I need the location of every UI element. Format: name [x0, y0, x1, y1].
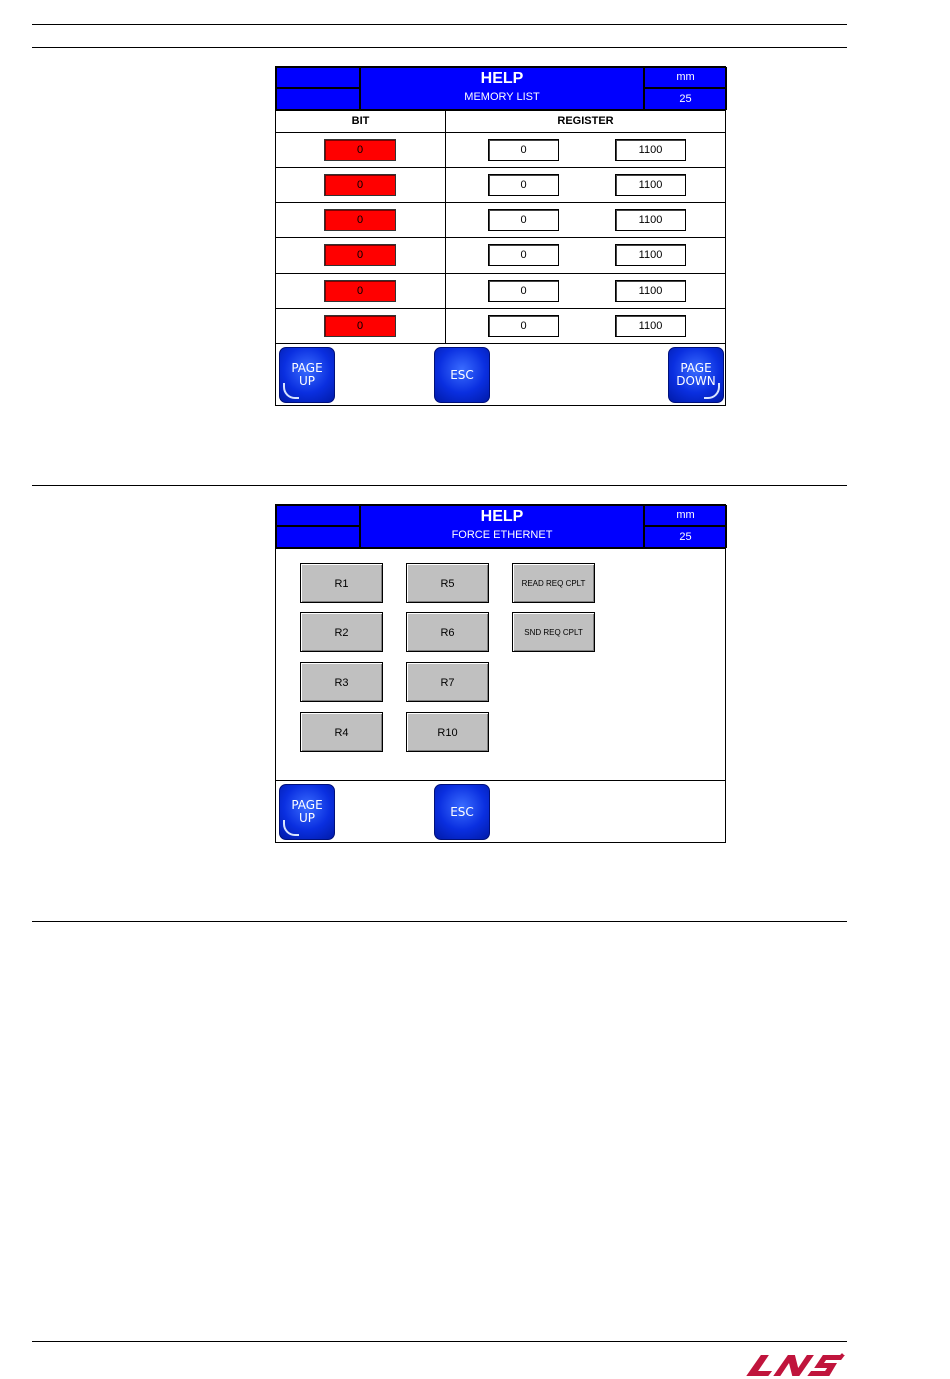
page-subtitle: FORCE ETHERNET [451, 529, 553, 541]
register-value-field[interactable]: 0 [488, 139, 559, 161]
page-curl-icon [283, 383, 299, 399]
bottom-rule [32, 1341, 847, 1342]
table-row [276, 167, 725, 203]
r4-button[interactable]: R4 [300, 712, 383, 752]
lns-logo [746, 1352, 846, 1378]
r5-button[interactable]: R5 [406, 563, 489, 603]
page-up-button[interactable] [279, 347, 335, 403]
table-row [276, 202, 725, 238]
register-value-field[interactable]: 1100 [615, 244, 686, 266]
page-up-label-line2: UP [298, 374, 315, 388]
header-blank-top [276, 505, 360, 526]
page-up-label-line2: UP [298, 811, 315, 825]
middle-rule [32, 485, 847, 486]
memory-table [276, 111, 725, 344]
bit-column-header: BIT [351, 115, 370, 127]
r3-button[interactable]: R3 [300, 662, 383, 702]
register-value-field[interactable]: 0 [488, 280, 559, 302]
unit-label: mm [644, 505, 727, 526]
register-value-field[interactable]: 0 [488, 174, 559, 196]
unit-label: mm [644, 67, 727, 88]
esc-label: ESC [450, 367, 474, 382]
value-readout: 25 [644, 526, 727, 548]
force-ethernet-screen [275, 504, 726, 843]
page-curl-icon [704, 383, 720, 399]
register-column-header: REGISTER [557, 115, 614, 127]
table-row [276, 273, 725, 309]
navigation-bar [276, 343, 725, 407]
header-title-block [360, 505, 644, 548]
r10-button[interactable]: R10 [406, 712, 489, 752]
lower-rule [32, 921, 847, 922]
table-row [276, 308, 725, 344]
register-value-field[interactable]: 0 [488, 315, 559, 337]
register-value-field[interactable]: 1100 [615, 174, 686, 196]
register-value-field[interactable]: 0 [488, 244, 559, 266]
page-down-label-line2: DOWN [676, 374, 716, 388]
bit-value-field[interactable]: 0 [324, 209, 396, 231]
memory-list-screen [275, 66, 726, 406]
bit-value-field[interactable]: 0 [324, 315, 396, 337]
header-blank-bottom [276, 88, 360, 110]
page-down-button[interactable] [668, 347, 724, 403]
page-title: HELP [480, 508, 524, 525]
bit-value-field[interactable]: 0 [324, 139, 396, 161]
r7-button[interactable]: R7 [406, 662, 489, 702]
bit-value-field[interactable]: 0 [324, 280, 396, 302]
bit-value-field[interactable]: 0 [324, 174, 396, 196]
screen-header [276, 505, 725, 549]
r6-button[interactable]: R6 [406, 612, 489, 652]
page-curl-icon [283, 820, 299, 836]
register-value-field[interactable]: 1100 [615, 280, 686, 302]
page-up-label-line1: PAGE [291, 361, 323, 375]
page-down-label-line1: PAGE [680, 361, 712, 375]
esc-button[interactable] [434, 784, 490, 840]
r1-button[interactable]: R1 [300, 563, 383, 603]
snd-req-cplt-button[interactable]: SND REQ CPLT [512, 612, 595, 652]
top-rule-2 [32, 47, 847, 48]
header-title-block [360, 67, 644, 110]
esc-button[interactable] [434, 347, 490, 403]
header-blank-bottom [276, 526, 360, 548]
top-rule-1 [32, 24, 847, 25]
page-up-button[interactable] [279, 784, 335, 840]
navigation-bar [276, 780, 725, 843]
table-row [276, 237, 725, 273]
bit-value-field[interactable]: 0 [324, 244, 396, 266]
r2-button[interactable]: R2 [300, 612, 383, 652]
force-buttons-area [276, 549, 725, 780]
read-req-cplt-button[interactable]: READ REQ CPLT [512, 563, 595, 603]
page-title: HELP [480, 70, 524, 87]
page-subtitle: MEMORY LIST [464, 91, 540, 103]
register-value-field[interactable]: 1100 [615, 315, 686, 337]
register-value-field[interactable]: 0 [488, 209, 559, 231]
screen-header [276, 67, 725, 111]
header-blank-top [276, 67, 360, 88]
table-row [276, 132, 725, 168]
register-value-field[interactable]: 1100 [615, 139, 686, 161]
page-up-label-line1: PAGE [291, 798, 323, 812]
value-readout: 25 [644, 88, 727, 110]
register-value-field[interactable]: 1100 [615, 209, 686, 231]
esc-label: ESC [450, 804, 474, 819]
